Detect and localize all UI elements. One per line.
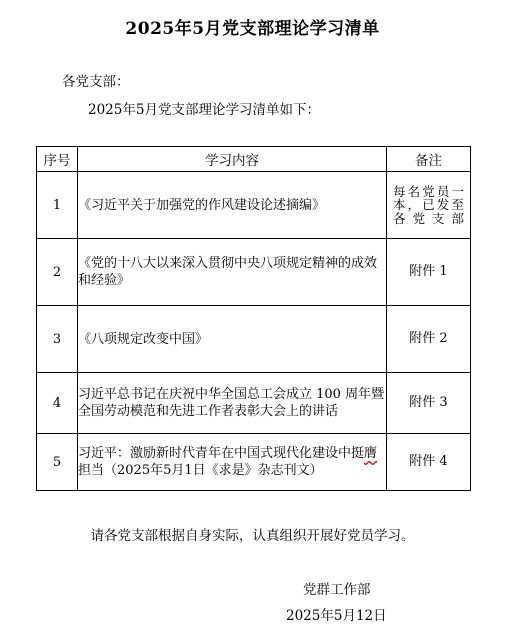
- row-number: 5: [37, 434, 78, 491]
- spellcheck-marked-word: 膺: [364, 446, 378, 461]
- issue-date: 2025年5月12日: [286, 608, 387, 624]
- header-number: 序号: [37, 147, 78, 172]
- row-content: 《习近平关于加强党的作风建设论述摘编》: [78, 172, 387, 239]
- intro-paragraph: 2025年5月党支部理论学习清单如下：: [88, 102, 320, 118]
- row-number: 4: [37, 373, 78, 434]
- signature: 党群工作部: [303, 582, 371, 598]
- header-note: 备注: [387, 147, 471, 172]
- row-content-post: 担当（2025年5月1日《求是》杂志刊文）: [78, 463, 323, 478]
- row-number: 3: [37, 306, 78, 373]
- closing-paragraph: 请各党支部根据自身实际，认真组织开展好党员学习。: [90, 528, 415, 544]
- table-row: [37, 239, 471, 306]
- table-row: [37, 434, 471, 491]
- row-content: 《八项规定改变中国》: [78, 306, 387, 373]
- greeting: 各党支部：: [62, 74, 130, 90]
- row-note: 附件 4: [387, 434, 471, 491]
- row-content: 习近平总书记在庆祝中华全国总工会成立 100 周年暨全国劳动模范和先进工作者表彰大会上的讲话: [78, 373, 387, 434]
- row-note: 附件 1: [387, 239, 471, 306]
- row-content-pre: 习近平：激励新时代青年在中国式现代化建设中挺: [78, 446, 365, 461]
- row-note: 每名党员一本，已发至各党支部: [387, 172, 471, 239]
- header-content: 学习内容: [78, 147, 387, 172]
- row-content: 《党的十八大以来深入贯彻中央八项规定精神的成效和经验》: [78, 239, 387, 306]
- row-note: 附件 2: [387, 306, 471, 373]
- page-title: 2025年5月党支部理论学习清单: [125, 19, 380, 39]
- row-note: 附件 3: [387, 373, 471, 434]
- row-content: [78, 434, 387, 491]
- table-row: [37, 172, 471, 239]
- study-list-table: [36, 146, 471, 491]
- table-header-row: [37, 147, 471, 172]
- row-number: 1: [37, 172, 78, 239]
- table-row: [37, 373, 471, 434]
- table-row: [37, 306, 471, 373]
- row-number: 2: [37, 239, 78, 306]
